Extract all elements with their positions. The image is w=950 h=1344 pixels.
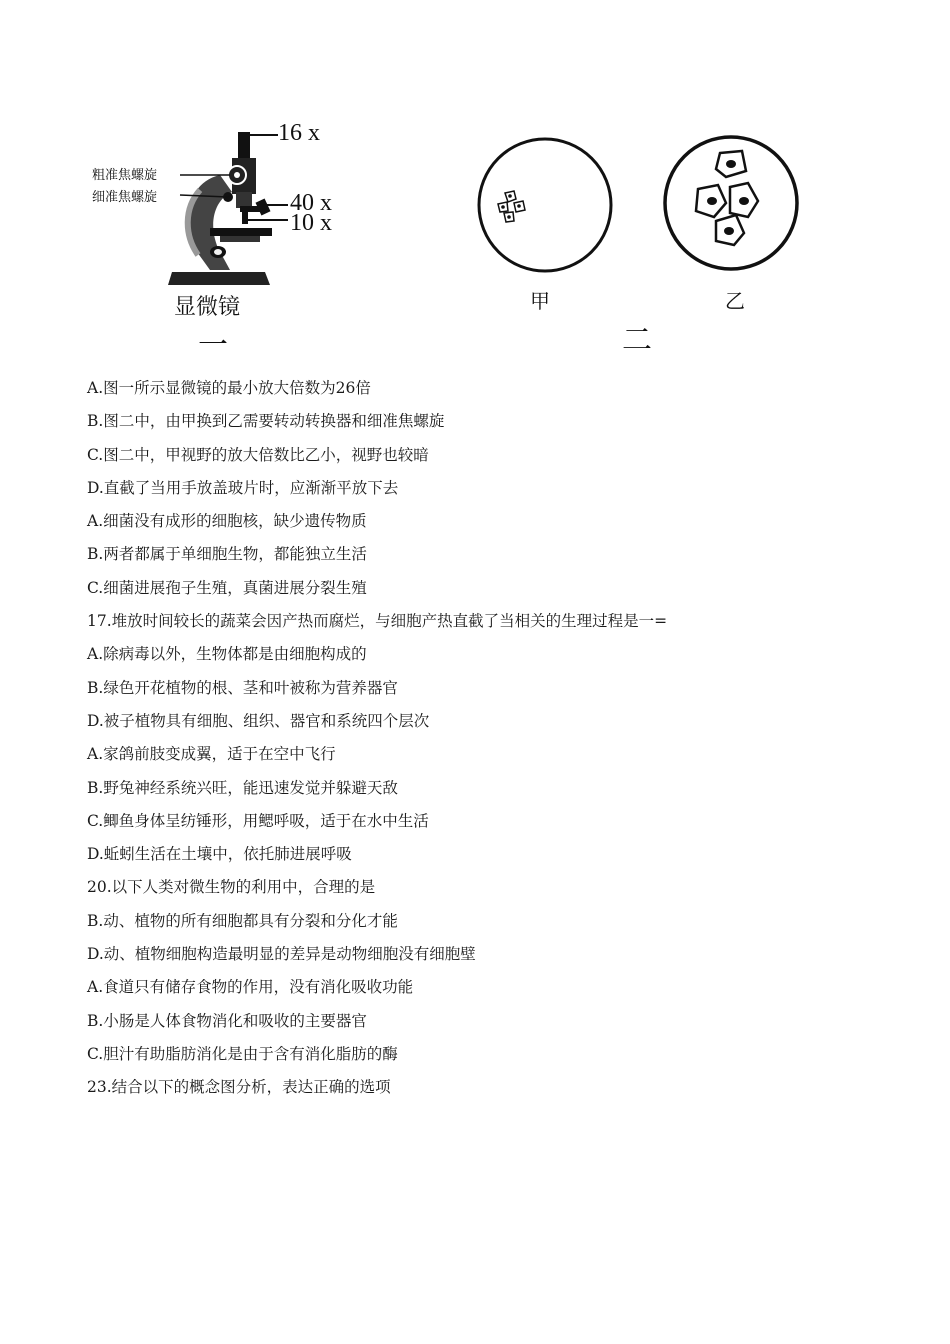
objective-40x-label: 40 x	[290, 190, 332, 216]
field-of-view-jia	[470, 125, 620, 275]
text-line: B.图二中，由甲换到乙需要转动转换器和细准焦螺旋	[87, 412, 445, 431]
figure-microscope	[80, 120, 340, 363]
coarse-focus-label: 粗准焦螺旋	[92, 168, 158, 183]
text-line: A.图一所示显微镜的最小放大倍数为26倍	[87, 379, 371, 397]
objective-10x-label: 10 x	[290, 210, 332, 236]
text-line: C.细菌进展孢子生殖，真菌进展分裂生殖	[87, 578, 367, 597]
text-line: C.胆汁有助脂肪消化是由于含有消化脂肪的酶	[87, 1044, 398, 1063]
text-line: 20.以下人类对微生物的利用中，合理的是	[87, 878, 376, 897]
text-line: B.两者都属于单细胞生物，都能独立生活	[87, 545, 367, 564]
text-line: B.绿色开花植物的根、茎和叶被称为营养器官	[87, 678, 398, 697]
text-line: B.野兔神经系统兴旺，能迅速发觉并躲避天敌	[87, 778, 398, 797]
figure-fields-of-view	[470, 125, 820, 358]
field-label-jia: 甲	[530, 289, 550, 313]
field-of-view-yi	[656, 125, 806, 275]
text-line: D.被子植物具有细胞、组织、器官和系统四个层次	[87, 711, 430, 730]
figure-two-number: 二	[622, 323, 652, 358]
text-line: A.食道只有储存食物的作用，没有消化吸收功能	[87, 978, 414, 997]
text-line: B.动、植物的所有细胞都具有分裂和分化才能	[87, 911, 398, 930]
text-line: D.动、植物细胞构造最明显的差异是动物细胞没有细胞壁	[87, 945, 476, 964]
question-text-block	[87, 372, 887, 1105]
text-line: A.细菌没有成形的细胞核，缺少遗传物质	[87, 512, 367, 531]
eyepiece-magnification-label: 16 x	[278, 120, 320, 146]
text-line: D.直截了当用手放盖玻片时，应渐渐平放下去	[87, 478, 399, 497]
text-line: B.小肠是人体食物消化和吸收的主要器官	[87, 1011, 367, 1030]
text-line: 17.堆放时间较长的蔬菜会因产热而腐烂，与细胞产热直截了当相关的生理过程是一=	[87, 612, 668, 631]
field-label-yi: 乙	[725, 289, 745, 313]
text-line: 23.结合以下的概念图分析，表达正确的选项	[87, 1078, 391, 1097]
text-line: C.鲫鱼身体呈纺锤形，用鳃呼吸，适于在水中生活	[87, 811, 429, 830]
text-line: A.除病毒以外，生物体都是由细胞构成的	[87, 645, 367, 664]
figure-one-number: 一	[198, 328, 228, 363]
microscope-caption: 显微镜	[174, 295, 241, 320]
fine-focus-label: 细准焦螺旋	[92, 190, 158, 205]
text-line: C.图二中，甲视野的放大倍数比乙小，视野也较暗	[87, 445, 429, 464]
text-line: D.蚯蚓生活在土壤中，依托肺进展呼吸	[87, 845, 352, 864]
text-line: A.家鸽前肢变成翼，适于在空中飞行	[87, 745, 336, 764]
